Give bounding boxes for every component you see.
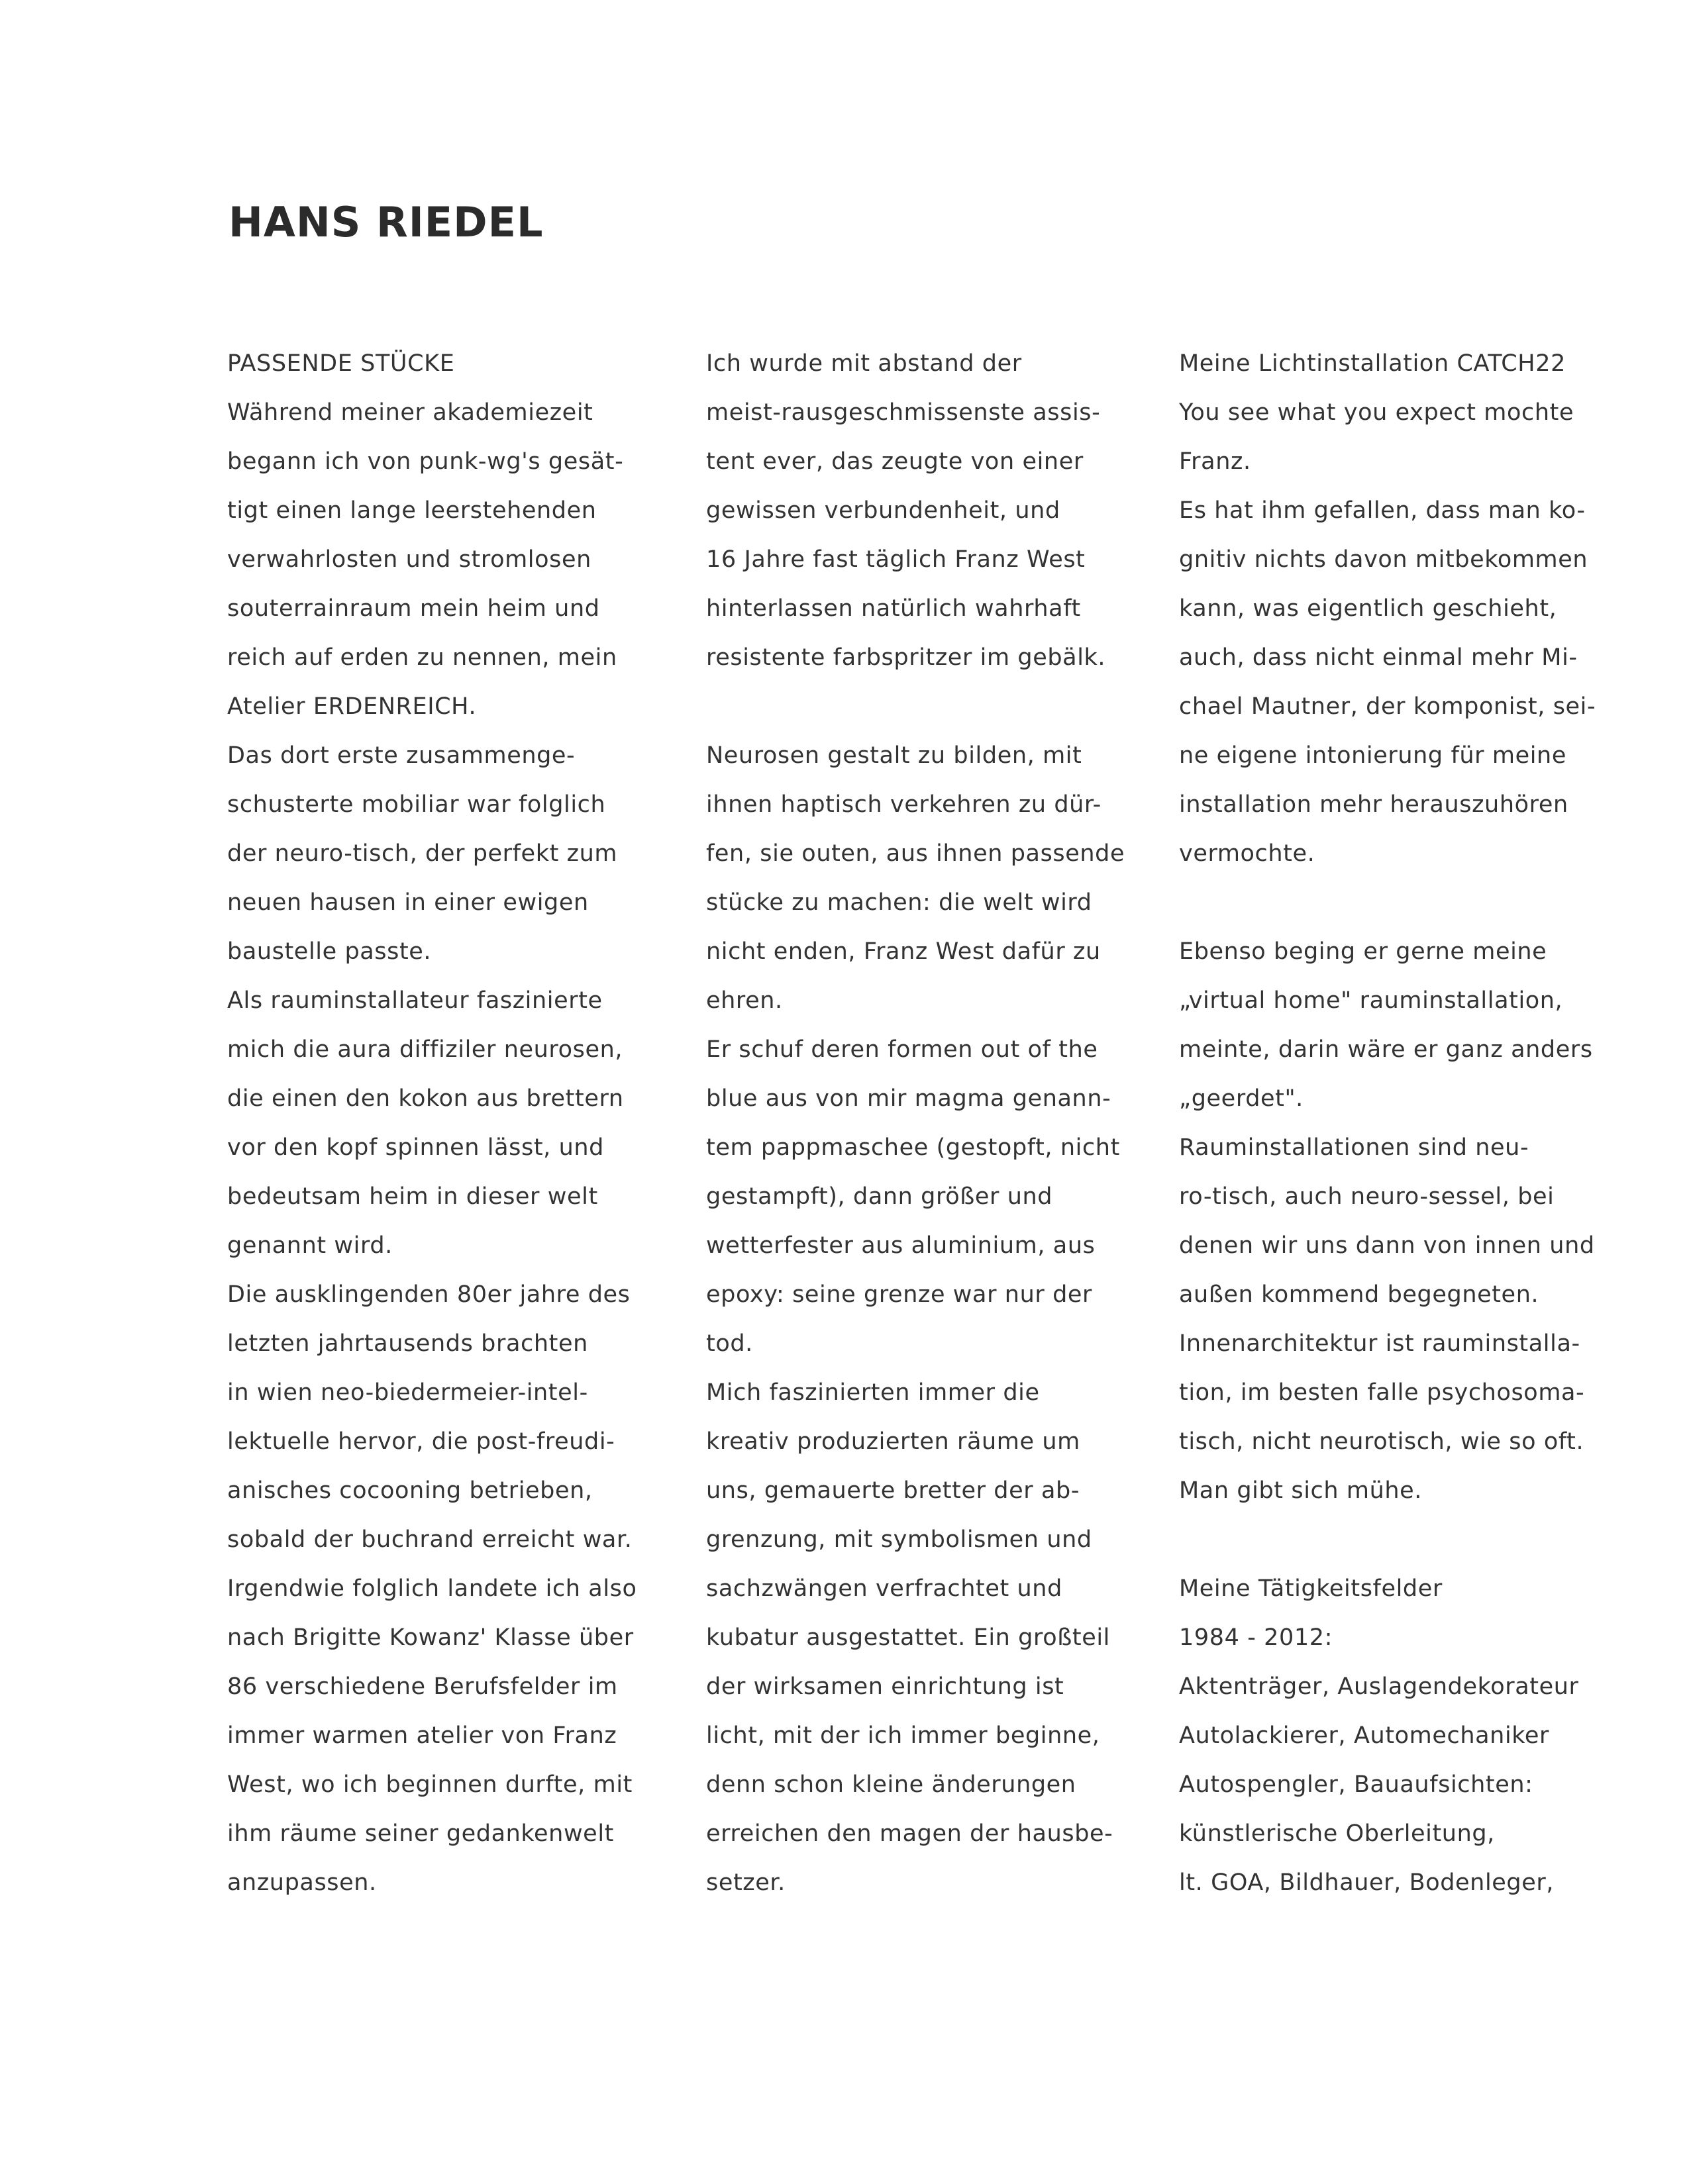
text-line: bedeutsam heim in dieser welt: [227, 1183, 598, 1210]
text-line: auch, dass nicht einmal mehr Mi-: [1179, 644, 1578, 671]
text-line: ne eigene intonierung für meine: [1179, 742, 1566, 769]
text-line: vermochte.: [1179, 840, 1315, 867]
text-line: installation mehr herauszuhören: [1179, 791, 1568, 818]
text-line: licht, mit der ich immer beginne,: [706, 1722, 1100, 1749]
text-line: hinterlassen natürlich wahrhaft: [706, 595, 1081, 622]
text-line: gnitiv nichts davon mitbekommen: [1179, 546, 1588, 573]
text-line: grenzung, mit symbolismen und: [706, 1526, 1092, 1553]
text-line: genannt wird.: [227, 1232, 393, 1259]
text-line: Meine Lichtinstallation CATCH22: [1179, 350, 1566, 377]
text-line: Man gibt sich mühe.: [1179, 1477, 1422, 1504]
text-line: Atelier ERDENREICH.: [227, 693, 477, 720]
text-line: kreativ produzierten räume um: [706, 1428, 1080, 1455]
text-line: baustelle passte.: [227, 938, 432, 965]
text-line: tent ever, das zeugte von einer: [706, 448, 1084, 475]
text-line: begann ich von punk-wg's gesät-: [227, 448, 624, 475]
text-line: lektuelle hervor, die post-freudi-: [227, 1428, 615, 1455]
text-line: verwahrlosten und stromlosen: [227, 546, 591, 573]
text-line: uns, gemauerte bretter der ab-: [706, 1477, 1080, 1504]
page-title: HANS RIEDEL: [229, 198, 544, 246]
text-line: kubatur ausgestattet. Ein großteil: [706, 1624, 1110, 1651]
text-line: sobald der buchrand erreicht war.: [227, 1526, 633, 1553]
text-line: immer warmen atelier von Franz: [227, 1722, 617, 1749]
text-line: Autolackierer, Automechaniker: [1179, 1722, 1550, 1749]
text-column-3: [1179, 339, 1643, 1907]
paragraph-spacer: [706, 682, 1156, 731]
text-line: neuen hausen in einer ewigen: [227, 889, 589, 916]
text-line: „geerdet".: [1179, 1085, 1304, 1112]
text-line: nach Brigitte Kowanz' Klasse über: [227, 1624, 634, 1651]
text-line: denn schon kleine änderungen: [706, 1771, 1076, 1798]
text-line: „virtual home" rauminstallation,: [1179, 987, 1563, 1014]
text-line: stücke zu machen: die welt wird: [706, 889, 1092, 916]
text-line: der neuro-tisch, der perfekt zum: [227, 840, 618, 867]
text-line: Innenarchitektur ist rauminstalla-: [1179, 1330, 1580, 1357]
text-line: PASSENDE STÜCKE: [227, 350, 455, 377]
text-line: denen wir uns dann von innen und: [1179, 1232, 1595, 1259]
text-line: meinte, darin wäre er ganz anders: [1179, 1036, 1593, 1063]
text-line: die einen den kokon aus brettern: [227, 1085, 624, 1112]
text-line: blue aus von mir magma genann-: [706, 1085, 1111, 1112]
text-line: Es hat ihm gefallen, dass man ko-: [1179, 497, 1586, 524]
text-line: gestampft), dann größer und: [706, 1183, 1053, 1210]
text-line: setzer.: [706, 1869, 786, 1896]
text-line: chael Mautner, der komponist, sei-: [1179, 693, 1596, 720]
text-line: 86 verschiedene Berufsfelder im: [227, 1673, 618, 1700]
text-line: ihm räume seiner gedankenwelt: [227, 1820, 614, 1847]
text-line: lt. GOA, Bildhauer, Bodenleger,: [1179, 1869, 1555, 1896]
text-line: der wirksamen einrichtung ist: [706, 1673, 1064, 1700]
text-line: ro-tisch, auch neuro-sessel, bei: [1179, 1183, 1555, 1210]
text-line: resistente farbspritzer im gebälk.: [706, 644, 1106, 671]
text-column-1: [227, 339, 678, 1907]
text-line: meist-rausgeschmissenste assis-: [706, 399, 1101, 426]
text-line: Als rauminstallateur faszinierte: [227, 987, 603, 1014]
text-line: tem pappmaschee (gestopft, nicht: [706, 1134, 1120, 1161]
text-line: Während meiner akademiezeit: [227, 399, 593, 426]
text-line: schusterte mobiliar war folglich: [227, 791, 606, 818]
text-line: Neurosen gestalt zu bilden, mit: [706, 742, 1082, 769]
text-line: Rauminstallationen sind neu-: [1179, 1134, 1529, 1161]
text-line: Meine Tätigkeitsfelder: [1179, 1575, 1443, 1602]
text-line: anzupassen.: [227, 1869, 377, 1896]
text-line: letzten jahrtausends brachten: [227, 1330, 588, 1357]
text-line: 16 Jahre fast täglich Franz West: [706, 546, 1086, 573]
text-line: tigt einen lange leerstehenden: [227, 497, 597, 524]
text-line: nicht enden, Franz West dafür zu: [706, 938, 1101, 965]
text-line: epoxy: seine grenze war nur der: [706, 1281, 1093, 1308]
text-line: souterrainraum mein heim und: [227, 595, 600, 622]
text-line: mich die aura diffiziler neurosen,: [227, 1036, 623, 1063]
text-line: Franz.: [1179, 448, 1251, 475]
text-line: Ich wurde mit abstand der: [706, 350, 1022, 377]
text-line: erreichen den magen der hausbe-: [706, 1820, 1113, 1847]
text-line: kann, was eigentlich geschieht,: [1179, 595, 1557, 622]
text-line: gewissen verbundenheit, und: [706, 497, 1060, 524]
text-line: ihnen haptisch verkehren zu dür-: [706, 791, 1101, 818]
text-line: 1984 - 2012:: [1179, 1624, 1333, 1651]
text-line: sachzwängen verfrachtet und: [706, 1575, 1062, 1602]
text-line: in wien neo-biedermeier-intel-: [227, 1379, 588, 1406]
text-line: wetterfester aus aluminium, aus: [706, 1232, 1096, 1259]
text-line: tisch, nicht neurotisch, wie so oft.: [1179, 1428, 1584, 1455]
text-line: Mich faszinierten immer die: [706, 1379, 1040, 1406]
text-line: Er schuf deren formen out of the: [706, 1036, 1098, 1063]
text-line: außen kommend begegneten.: [1179, 1281, 1539, 1308]
text-line: tod.: [706, 1330, 753, 1357]
text-line: ehren.: [706, 987, 783, 1014]
text-line: reich auf erden zu nennen, mein: [227, 644, 617, 671]
text-line: Irgendwie folglich landete ich also: [227, 1575, 637, 1602]
paragraph-spacer: [1179, 1515, 1643, 1564]
text-line: You see what you expect mochte: [1179, 399, 1574, 426]
text-line: Ebenso beging er gerne meine: [1179, 938, 1547, 965]
text-line: Das dort erste zusammenge-: [227, 742, 576, 769]
text-line: tion, im besten falle psychosoma-: [1179, 1379, 1585, 1406]
text-line: anisches cocooning betrieben,: [227, 1477, 593, 1504]
text-column-2: [706, 339, 1156, 1907]
text-line: West, wo ich beginnen durfte, mit: [227, 1771, 633, 1798]
paragraph-spacer: [1179, 878, 1643, 927]
text-line: Die ausklingenden 80er jahre des: [227, 1281, 631, 1308]
text-line: Autospengler, Bauaufsichten:: [1179, 1771, 1533, 1798]
text-line: vor den kopf spinnen lässt, und: [227, 1134, 604, 1161]
text-line: fen, sie outen, aus ihnen passende: [706, 840, 1125, 867]
text-line: Aktenträger, Auslagendekorateur: [1179, 1673, 1579, 1700]
text-line: künstlerische Oberleitung,: [1179, 1820, 1495, 1847]
